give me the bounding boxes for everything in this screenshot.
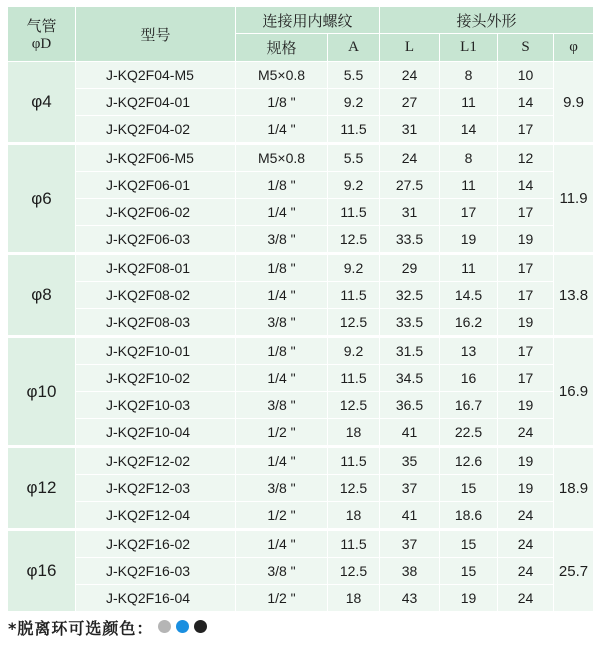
s-cell: 19 <box>498 447 554 475</box>
s-cell: 17 <box>498 282 554 309</box>
model-cell: J-KQ2F10-03 <box>76 392 236 419</box>
model-cell: J-KQ2F16-02 <box>76 530 236 558</box>
s-cell: 19 <box>498 226 554 254</box>
thread-a-cell: 18 <box>328 502 380 530</box>
thread-spec-cell: 3/8 " <box>236 392 328 419</box>
l1-cell: 8 <box>440 62 498 89</box>
thread-spec-cell: 1/4 " <box>236 530 328 558</box>
thread-spec-cell: 1/4 " <box>236 116 328 144</box>
s-cell: 19 <box>498 475 554 502</box>
s-cell: 17 <box>498 254 554 282</box>
l-cell: 37 <box>380 475 440 502</box>
l-cell: 33.5 <box>380 226 440 254</box>
header-l: L <box>380 34 440 62</box>
model-cell: J-KQ2F12-03 <box>76 475 236 502</box>
s-cell: 17 <box>498 337 554 365</box>
phi-cell: 25.7 <box>554 530 594 612</box>
l-cell: 38 <box>380 558 440 585</box>
table-row <box>8 475 594 502</box>
s-cell: 24 <box>498 419 554 447</box>
thread-spec-cell: 1/8 " <box>236 254 328 282</box>
color-swatches <box>153 618 207 637</box>
header-shape-group: 接头外形 <box>380 7 594 34</box>
thread-spec-cell: 1/2 " <box>236 502 328 530</box>
l1-cell: 8 <box>440 144 498 172</box>
thread-a-cell: 12.5 <box>328 309 380 337</box>
table-row <box>8 447 594 475</box>
s-cell: 14 <box>498 172 554 199</box>
l1-cell: 19 <box>440 585 498 612</box>
s-cell: 17 <box>498 116 554 144</box>
thread-spec-cell: M5×0.8 <box>236 62 328 89</box>
s-cell: 19 <box>498 392 554 419</box>
thread-spec-cell: 1/4 " <box>236 365 328 392</box>
l1-cell: 11 <box>440 89 498 116</box>
ring-color-note <box>8 614 207 640</box>
thread-spec-cell: 1/8 " <box>236 89 328 116</box>
table-row <box>8 337 594 365</box>
header-phi: φ <box>554 34 594 62</box>
l-cell: 31 <box>380 116 440 144</box>
thread-spec-cell: M5×0.8 <box>236 144 328 172</box>
thread-a-cell: 11.5 <box>328 365 380 392</box>
table-row <box>8 89 594 116</box>
tube-diameter-cell: φ6 <box>8 144 76 254</box>
s-cell: 17 <box>498 365 554 392</box>
thread-a-cell: 12.5 <box>328 475 380 502</box>
l-cell: 27.5 <box>380 172 440 199</box>
l1-cell: 14.5 <box>440 282 498 309</box>
l1-cell: 12.6 <box>440 447 498 475</box>
model-cell: J-KQ2F16-03 <box>76 558 236 585</box>
model-cell: J-KQ2F10-02 <box>76 365 236 392</box>
thread-a-cell: 12.5 <box>328 392 380 419</box>
thread-a-cell: 11.5 <box>328 530 380 558</box>
tube-diameter-cell: φ12 <box>8 447 76 530</box>
tube-diameter-cell: φ8 <box>8 254 76 337</box>
l1-cell: 14 <box>440 116 498 144</box>
color-swatch-gray <box>158 620 171 633</box>
thread-spec-cell: 3/8 " <box>236 558 328 585</box>
model-cell: J-KQ2F04-M5 <box>76 62 236 89</box>
thread-spec-cell: 1/4 " <box>236 447 328 475</box>
l1-cell: 16.7 <box>440 392 498 419</box>
phi-cell: 13.8 <box>554 254 594 337</box>
header-l1: L1 <box>440 34 498 62</box>
l1-cell: 19 <box>440 226 498 254</box>
thread-spec-cell: 1/4 " <box>236 282 328 309</box>
l1-cell: 17 <box>440 199 498 226</box>
l-cell: 32.5 <box>380 282 440 309</box>
l-cell: 24 <box>380 144 440 172</box>
thread-a-cell: 9.2 <box>328 337 380 365</box>
table-row <box>8 502 594 530</box>
l1-cell: 22.5 <box>440 419 498 447</box>
thread-a-cell: 5.5 <box>328 144 380 172</box>
l1-cell: 16.2 <box>440 309 498 337</box>
model-cell: J-KQ2F06-01 <box>76 172 236 199</box>
s-cell: 10 <box>498 62 554 89</box>
l-cell: 31.5 <box>380 337 440 365</box>
model-cell: J-KQ2F06-03 <box>76 226 236 254</box>
l-cell: 43 <box>380 585 440 612</box>
l-cell: 36.5 <box>380 392 440 419</box>
color-swatch-black <box>194 620 207 633</box>
l1-cell: 18.6 <box>440 502 498 530</box>
s-cell: 24 <box>498 585 554 612</box>
thread-a-cell: 11.5 <box>328 447 380 475</box>
thread-spec-cell: 1/8 " <box>236 172 328 199</box>
model-cell: J-KQ2F10-04 <box>76 419 236 447</box>
header-thread-spec: 规格 <box>236 34 328 62</box>
thread-a-cell: 12.5 <box>328 226 380 254</box>
ring-color-label: *脱离环可选颜色： <box>8 618 154 638</box>
thread-spec-cell: 3/8 " <box>236 226 328 254</box>
l1-cell: 15 <box>440 558 498 585</box>
s-cell: 24 <box>498 558 554 585</box>
s-cell: 24 <box>498 530 554 558</box>
s-cell: 14 <box>498 89 554 116</box>
l1-cell: 15 <box>440 530 498 558</box>
table-row <box>8 282 594 309</box>
header-model: 型号 <box>76 7 236 62</box>
phi-cell: 9.9 <box>554 62 594 144</box>
l-cell: 41 <box>380 502 440 530</box>
table-row <box>8 199 594 226</box>
tube-diameter-cell: φ4 <box>8 62 76 144</box>
model-cell: J-KQ2F04-02 <box>76 116 236 144</box>
s-cell: 17 <box>498 199 554 226</box>
header-thread-a: A <box>328 34 380 62</box>
thread-spec-cell: 1/2 " <box>236 419 328 447</box>
model-cell: J-KQ2F10-01 <box>76 337 236 365</box>
model-cell: J-KQ2F12-04 <box>76 502 236 530</box>
table-row <box>8 419 594 447</box>
l-cell: 41 <box>380 419 440 447</box>
table-row <box>8 254 594 282</box>
l-cell: 31 <box>380 199 440 226</box>
model-cell: J-KQ2F08-03 <box>76 309 236 337</box>
l1-cell: 16 <box>440 365 498 392</box>
l-cell: 34.5 <box>380 365 440 392</box>
l-cell: 37 <box>380 530 440 558</box>
header-tube-label: 气管 <box>26 19 57 35</box>
tube-diameter-cell: φ10 <box>8 337 76 447</box>
table-row <box>8 392 594 419</box>
table-row <box>8 172 594 199</box>
thread-a-cell: 9.2 <box>328 254 380 282</box>
phi-cell: 18.9 <box>554 447 594 530</box>
l-cell: 35 <box>380 447 440 475</box>
model-cell: J-KQ2F04-01 <box>76 89 236 116</box>
thread-spec-cell: 3/8 " <box>236 475 328 502</box>
table-row <box>8 585 594 612</box>
table-row <box>8 226 594 254</box>
thread-spec-cell: 1/8 " <box>236 337 328 365</box>
tube-diameter-cell: φ16 <box>8 530 76 612</box>
spec-table-body <box>8 62 594 612</box>
thread-a-cell: 11.5 <box>328 116 380 144</box>
table-row <box>8 144 594 172</box>
spec-table-container <box>7 6 593 612</box>
l-cell: 29 <box>380 254 440 282</box>
header-s: S <box>498 34 554 62</box>
l-cell: 27 <box>380 89 440 116</box>
model-cell: J-KQ2F06-M5 <box>76 144 236 172</box>
thread-a-cell: 12.5 <box>328 558 380 585</box>
s-cell: 12 <box>498 144 554 172</box>
table-row <box>8 558 594 585</box>
table-row <box>8 309 594 337</box>
s-cell: 19 <box>498 309 554 337</box>
l-cell: 33.5 <box>380 309 440 337</box>
l1-cell: 11 <box>440 254 498 282</box>
s-cell: 24 <box>498 502 554 530</box>
l1-cell: 11 <box>440 172 498 199</box>
thread-spec-cell: 3/8 " <box>236 309 328 337</box>
header-tube <box>8 7 76 62</box>
table-row <box>8 530 594 558</box>
thread-a-cell: 18 <box>328 419 380 447</box>
model-cell: J-KQ2F08-02 <box>76 282 236 309</box>
model-cell: J-KQ2F08-01 <box>76 254 236 282</box>
l-cell: 24 <box>380 62 440 89</box>
thread-a-cell: 9.2 <box>328 89 380 116</box>
model-cell: J-KQ2F16-04 <box>76 585 236 612</box>
thread-a-cell: 9.2 <box>328 172 380 199</box>
table-row <box>8 116 594 144</box>
header-tube-unit: φD <box>31 36 52 52</box>
model-cell: J-KQ2F06-02 <box>76 199 236 226</box>
phi-cell: 11.9 <box>554 144 594 254</box>
l1-cell: 15 <box>440 475 498 502</box>
header-thread-group: 连接用内螺纹 <box>236 7 380 34</box>
model-cell: J-KQ2F12-02 <box>76 447 236 475</box>
spec-table <box>7 6 594 612</box>
thread-spec-cell: 1/4 " <box>236 199 328 226</box>
thread-a-cell: 18 <box>328 585 380 612</box>
table-row <box>8 365 594 392</box>
thread-a-cell: 11.5 <box>328 199 380 226</box>
table-row <box>8 62 594 89</box>
thread-a-cell: 5.5 <box>328 62 380 89</box>
l1-cell: 13 <box>440 337 498 365</box>
color-swatch-blue <box>176 620 189 633</box>
thread-spec-cell: 1/2 " <box>236 585 328 612</box>
phi-cell: 16.9 <box>554 337 594 447</box>
thread-a-cell: 11.5 <box>328 282 380 309</box>
